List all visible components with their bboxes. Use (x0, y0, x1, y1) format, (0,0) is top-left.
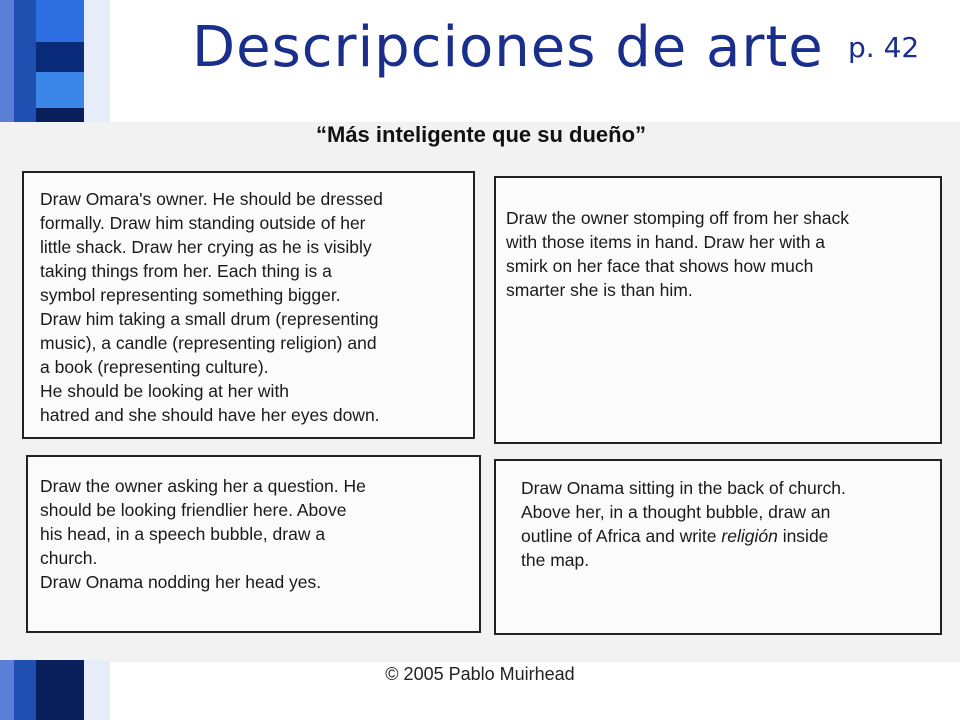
panel-4-text (521, 476, 940, 572)
panel-1 (22, 171, 475, 439)
page-reference: p. 42 (848, 31, 920, 64)
panel-4-text-start: Draw Onama sitting in the back of church. Above her, in a thought bubble, draw an outline of Africa and write (521, 478, 846, 546)
panel-4-emphasis: religión (721, 526, 778, 546)
panel-4-text-end: inside the map. (521, 526, 829, 570)
panel-4 (494, 459, 942, 635)
panel-2-text: Draw the owner stomping off from her shack with those items in hand. Draw her with a smirk on her face that shows how much smarter she is than him. (506, 208, 850, 300)
copyright-footer: © 2005 Pablo Muirhead (385, 664, 575, 684)
decorative-strip-top (0, 0, 110, 122)
panel-3 (26, 455, 481, 633)
worksheet-heading: “Más inteligente que su dueño” (316, 122, 647, 147)
panel-3-text: Draw the owner asking her a question. He should be looking friendlier here. Above his head, in a speech bubble, draw a church. Draw Onama nodding her head yes. (40, 476, 366, 592)
panel-1-text: Draw Omara's owner. He should be dressed formally. Draw him standing outside of her little shack. Draw her crying as he is visibly taking things from her. Each thing is a symbol representing something bigger. Draw him taking a small drum (representing music), a candle (representing religion) and a book (representing culture). He should be looking at her with hatred and she should have her eyes down. (40, 189, 383, 425)
panel-2 (494, 176, 942, 444)
slide-title: Descripciones de arte (192, 15, 824, 80)
